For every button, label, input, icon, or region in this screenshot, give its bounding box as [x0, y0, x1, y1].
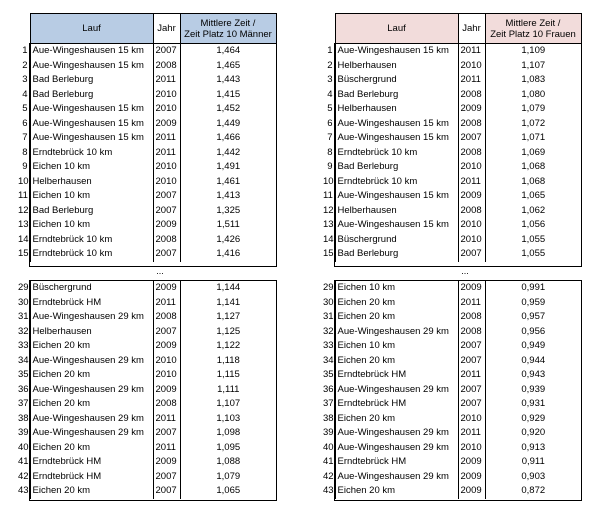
rank-cell: 31: [323, 310, 335, 325]
jahr-cell: 2010: [153, 160, 180, 175]
lauf-cell: Aue-Wingeshausen 29 km: [335, 470, 458, 485]
lauf-cell: Aue-Wingeshausen 29 km: [335, 325, 458, 340]
lauf-cell: Erndtebrück HM: [30, 470, 153, 485]
jahr-cell: 2009: [458, 189, 485, 204]
zeit-cell: 1,055: [521, 233, 546, 245]
zeit-cell: 1,118: [216, 354, 240, 366]
zeit-cell: 0,956: [521, 325, 546, 337]
men-header-zeit-line1: Mittlere Zeit /: [200, 17, 256, 29]
rank-cell: 34: [18, 354, 30, 369]
jahr-cell: 2011: [458, 175, 485, 190]
rank-cell: 43: [323, 484, 335, 499]
lauf-cell: Eichen 20 km: [30, 368, 153, 383]
men-header-zeit-line2: Zeit Platz 10 Männer: [184, 28, 272, 40]
rank-cell: 40: [18, 441, 30, 456]
women-bottom-border: [334, 280, 582, 501]
zeit-cell: 1,491: [216, 161, 241, 173]
jahr-cell: 2007: [153, 470, 180, 485]
zeit-cell: 1,449: [216, 117, 241, 129]
jahr-cell: 2007: [458, 383, 485, 398]
rank-cell: 29: [323, 281, 335, 296]
rank-cell: 32: [18, 325, 30, 340]
zeit-cell: 1,443: [216, 74, 241, 86]
lauf-cell: Erndtebrück 10 km: [335, 146, 458, 161]
men-header: [18, 13, 277, 44]
jahr-cell: 2008: [458, 117, 485, 132]
rank-cell: 43: [18, 484, 30, 499]
zeit-cell: 0,959: [521, 296, 546, 308]
lauf-cell: Bad Berleburg: [335, 88, 458, 103]
lauf-cell: Bad Berleburg: [30, 73, 153, 88]
men-header-zeit: [180, 14, 276, 44]
zeit-cell: 1,068: [521, 161, 546, 173]
rank-cell: 6: [323, 117, 335, 132]
lauf-cell: Bad Berleburg: [335, 247, 458, 262]
jahr-cell: 2008: [458, 146, 485, 161]
jahr-cell: 2007: [153, 426, 180, 441]
jahr-cell: 2010: [458, 412, 485, 427]
lauf-cell: Aue-Wingeshausen 29 km: [335, 441, 458, 456]
zeit-cell: 1,461: [216, 175, 241, 187]
rank-cell: 9: [323, 160, 335, 175]
jahr-cell: 2009: [153, 281, 180, 296]
zeit-cell: 1,072: [521, 117, 546, 129]
zeit-cell: 1,452: [216, 103, 241, 115]
jahr-cell: 2011: [153, 441, 180, 456]
rank-cell: 8: [18, 146, 30, 161]
rank-cell: 14: [323, 233, 335, 248]
zeit-cell: 1,103: [216, 412, 241, 424]
zeit-cell: 1,095: [216, 441, 241, 453]
women-header-zeit-line1: Mittlere Zeit /: [505, 17, 561, 29]
jahr-cell: 2011: [153, 412, 180, 427]
rank-cell: 42: [18, 470, 30, 485]
rank-cell: 36: [18, 383, 30, 398]
zeit-cell: 1,111: [217, 383, 240, 395]
rank-cell: 6: [18, 117, 30, 132]
rank-cell: 2: [18, 59, 30, 74]
zeit-cell: 1,071: [521, 132, 546, 144]
jahr-cell: 2009: [458, 484, 485, 499]
jahr-cell: 2009: [458, 470, 485, 485]
zeit-cell: 0,943: [521, 369, 546, 381]
zeit-cell: 0,949: [521, 340, 546, 352]
lauf-cell: Aue-Wingeshausen 29 km: [335, 426, 458, 441]
jahr-cell: 2007: [458, 354, 485, 369]
lauf-cell: Aue-Wingeshausen 29 km: [30, 354, 153, 369]
jahr-cell: 2008: [153, 233, 180, 248]
zeit-cell: 1,107: [521, 59, 546, 71]
jahr-cell: 2007: [153, 484, 180, 499]
lauf-cell: Bad Berleburg: [30, 204, 153, 219]
zeit-cell: 0,957: [521, 311, 546, 323]
rank-cell: 30: [18, 296, 30, 311]
rank-cell: 40: [323, 441, 335, 456]
lauf-cell: Büschergrund: [335, 73, 458, 88]
zeit-cell: 1,511: [216, 219, 240, 231]
women-header-zeit: [485, 14, 581, 44]
jahr-cell: 2010: [153, 175, 180, 190]
rank-cell: 4: [323, 88, 335, 103]
jahr-cell: 2011: [458, 73, 485, 88]
zeit-cell: 1,465: [216, 59, 241, 71]
women-top-border: [334, 43, 582, 267]
lauf-cell: Aue-Wingeshausen 15 km: [30, 59, 153, 74]
zeit-cell: 1,056: [521, 219, 546, 231]
rank-cell: 7: [18, 131, 30, 146]
rank-cell: 12: [323, 204, 335, 219]
zeit-cell: 1,416: [216, 248, 241, 260]
lauf-cell: Eichen 10 km: [335, 339, 458, 354]
jahr-cell: 2007: [458, 339, 485, 354]
jahr-cell: 2011: [153, 73, 180, 88]
zeit-cell: 0,991: [521, 282, 546, 294]
zeit-cell: 0,929: [521, 412, 546, 424]
zeit-cell: 1,068: [521, 175, 546, 187]
jahr-cell: 2011: [153, 146, 180, 161]
jahr-cell: 2007: [458, 247, 485, 262]
lauf-cell: Erndtebrück HM: [335, 368, 458, 383]
lauf-cell: Aue-Wingeshausen 15 km: [335, 131, 458, 146]
zeit-cell: 1,415: [216, 88, 241, 100]
rank-cell: 1: [18, 44, 30, 59]
zeit-cell: 0,931: [521, 398, 546, 410]
lauf-cell: Aue-Wingeshausen 15 km: [30, 131, 153, 146]
jahr-cell: 2011: [458, 368, 485, 383]
lauf-cell: Eichen 10 km: [30, 218, 153, 233]
lauf-cell: Eichen 20 km: [30, 397, 153, 412]
lauf-cell: Helberhausen: [335, 102, 458, 117]
lauf-cell: Eichen 20 km: [30, 484, 153, 499]
women-header-zeit-line2: Zeit Platz 10 Frauen: [490, 28, 576, 40]
lauf-cell: Eichen 20 km: [335, 354, 458, 369]
jahr-cell: 2010: [153, 102, 180, 117]
rank-cell: 9: [18, 160, 30, 175]
jahr-cell: 2010: [458, 233, 485, 248]
zeit-cell: 0,920: [521, 427, 546, 439]
lauf-cell: Aue-Wingeshausen 29 km: [30, 383, 153, 398]
lauf-cell: Aue-Wingeshausen 29 km: [335, 383, 458, 398]
jahr-cell: 2010: [153, 354, 180, 369]
rank-cell: 35: [18, 368, 30, 383]
lauf-cell: Bad Berleburg: [30, 88, 153, 103]
lauf-cell: Aue-Wingeshausen 15 km: [335, 189, 458, 204]
lauf-cell: Aue-Wingeshausen 15 km: [335, 44, 458, 59]
lauf-cell: Eichen 10 km: [30, 160, 153, 175]
rank-cell: 3: [18, 73, 30, 88]
lauf-cell: Eichen 20 km: [30, 339, 153, 354]
rank-cell: 10: [18, 175, 30, 190]
zeit-cell: 1,107: [216, 398, 241, 410]
rank-cell: 14: [18, 233, 30, 248]
zeit-cell: 1,413: [216, 190, 241, 202]
jahr-cell: 2010: [153, 368, 180, 383]
jahr-cell: 2011: [153, 296, 180, 311]
women-ellipsis: ...: [461, 266, 469, 276]
rank-cell: 41: [18, 455, 30, 470]
jahr-cell: 2008: [153, 310, 180, 325]
zeit-cell: 1,079: [216, 470, 241, 482]
jahr-cell: 2008: [458, 325, 485, 340]
zeit-cell: 1,466: [216, 132, 241, 144]
rank-cell: 12: [18, 204, 30, 219]
rank-cell: 15: [323, 247, 335, 262]
rank-cell: 33: [18, 339, 30, 354]
lauf-cell: Eichen 20 km: [335, 296, 458, 311]
rank-cell: 3: [323, 73, 335, 88]
jahr-cell: 2010: [458, 160, 485, 175]
jahr-cell: 2009: [458, 102, 485, 117]
zeit-cell: 1,109: [521, 45, 546, 57]
zeit-cell: 1,426: [216, 233, 241, 245]
lauf-cell: Aue-Wingeshausen 29 km: [30, 412, 153, 427]
zeit-cell: 1,055: [521, 248, 546, 260]
rank-cell: 7: [323, 131, 335, 146]
rank-cell: 1: [323, 44, 335, 59]
rank-cell: 2: [323, 59, 335, 74]
rank-cell: 11: [323, 189, 335, 204]
lauf-cell: Eichen 20 km: [335, 484, 458, 499]
jahr-cell: 2010: [458, 218, 485, 233]
zeit-cell: 1,464: [216, 45, 241, 57]
zeit-cell: 1,088: [216, 456, 241, 468]
zeit-cell: 0,903: [521, 470, 546, 482]
lauf-cell: Erndtebrück 10 km: [30, 233, 153, 248]
rank-cell: 13: [18, 218, 30, 233]
rank-cell: 37: [18, 397, 30, 412]
rank-cell: 38: [18, 412, 30, 427]
jahr-cell: 2010: [458, 59, 485, 74]
lauf-cell: Helberhausen: [335, 59, 458, 74]
zeit-cell: 0,911: [521, 456, 545, 468]
lauf-cell: Aue-Wingeshausen 15 km: [30, 102, 153, 117]
lauf-cell: Erndtebrück 10 km: [335, 175, 458, 190]
zeit-cell: 1,141: [216, 296, 241, 308]
lauf-cell: Erndtebrück HM: [30, 455, 153, 470]
jahr-cell: 2009: [458, 281, 485, 296]
zeit-cell: 1,080: [521, 88, 546, 100]
lauf-cell: Helberhausen: [30, 175, 153, 190]
jahr-cell: 2008: [458, 310, 485, 325]
men-header-jahr: Jahr: [153, 14, 180, 44]
zeit-cell: 1,115: [216, 369, 240, 381]
men-header-lauf: Lauf: [30, 14, 153, 44]
rank-cell: 11: [18, 189, 30, 204]
zeit-cell: 1,065: [521, 190, 546, 202]
lauf-cell: Aue-Wingeshausen 29 km: [30, 426, 153, 441]
zeit-cell: 1,127: [216, 311, 241, 323]
lauf-cell: Erndtebrück HM: [335, 397, 458, 412]
rank-cell: 35: [323, 368, 335, 383]
jahr-cell: 2007: [153, 325, 180, 340]
rank-cell: 39: [18, 426, 30, 441]
men-top-border: [29, 43, 277, 267]
lauf-cell: Helberhausen: [30, 325, 153, 340]
rank-cell: 29: [18, 281, 30, 296]
zeit-cell: 0,939: [521, 383, 546, 395]
women-header-rank: [323, 14, 335, 44]
jahr-cell: 2011: [458, 44, 485, 59]
lauf-cell: Eichen 20 km: [30, 441, 153, 456]
lauf-cell: Bad Berleburg: [335, 160, 458, 175]
jahr-cell: 2007: [153, 44, 180, 59]
lauf-cell: Helberhausen: [335, 204, 458, 219]
zeit-cell: 0,913: [521, 441, 546, 453]
rank-cell: 32: [323, 325, 335, 340]
jahr-cell: 2010: [458, 441, 485, 456]
rank-cell: 8: [323, 146, 335, 161]
men-ellipsis: ...: [156, 266, 164, 276]
jahr-cell: 2007: [153, 247, 180, 262]
rank-cell: 4: [18, 88, 30, 103]
rank-cell: 5: [18, 102, 30, 117]
zeit-cell: 1,325: [216, 204, 241, 216]
rank-cell: 38: [323, 412, 335, 427]
jahr-cell: 2008: [153, 397, 180, 412]
rank-cell: 37: [323, 397, 335, 412]
lauf-cell: Aue-Wingeshausen 15 km: [335, 218, 458, 233]
jahr-cell: 2009: [153, 383, 180, 398]
jahr-cell: 2008: [458, 88, 485, 103]
jahr-cell: 2009: [153, 455, 180, 470]
jahr-cell: 2009: [458, 455, 485, 470]
jahr-cell: 2007: [458, 131, 485, 146]
lauf-cell: Büschergrund: [30, 281, 153, 296]
zeit-cell: 1,122: [216, 340, 241, 352]
lauf-cell: Eichen 20 km: [335, 412, 458, 427]
lauf-cell: Erndtebrück HM: [30, 296, 153, 311]
zeit-cell: 0,944: [521, 354, 546, 366]
lauf-cell: Eichen 10 km: [30, 189, 153, 204]
zeit-cell: 1,144: [216, 282, 241, 294]
women-header: [323, 13, 582, 44]
jahr-cell: 2008: [458, 204, 485, 219]
lauf-cell: Eichen 20 km: [335, 310, 458, 325]
rank-cell: 30: [323, 296, 335, 311]
men-bottom-border: [29, 280, 277, 501]
zeit-cell: 1,062: [521, 204, 546, 216]
lauf-cell: Erndtebrück HM: [335, 455, 458, 470]
jahr-cell: 2011: [458, 296, 485, 311]
women-header-jahr: Jahr: [458, 14, 485, 44]
women-header-lauf: Lauf: [335, 14, 458, 44]
rank-cell: 39: [323, 426, 335, 441]
lauf-cell: Aue-Wingeshausen 29 km: [30, 310, 153, 325]
lauf-cell: Erndtebrück 10 km: [30, 247, 153, 262]
rank-cell: 13: [323, 218, 335, 233]
lauf-cell: Eichen 10 km: [335, 281, 458, 296]
jahr-cell: 2007: [153, 189, 180, 204]
jahr-cell: 2011: [458, 426, 485, 441]
zeit-cell: 1,069: [521, 146, 546, 158]
jahr-cell: 2011: [153, 131, 180, 146]
jahr-cell: 2009: [153, 218, 180, 233]
jahr-cell: 2009: [153, 117, 180, 132]
lauf-cell: Büschergrund: [335, 233, 458, 248]
zeit-cell: 1,098: [216, 427, 241, 439]
zeit-cell: 1,083: [521, 74, 546, 86]
rank-cell: 42: [323, 470, 335, 485]
jahr-cell: 2010: [153, 88, 180, 103]
rank-cell: 15: [18, 247, 30, 262]
lauf-cell: Aue-Wingeshausen 15 km: [30, 117, 153, 132]
zeit-cell: 1,442: [216, 146, 241, 158]
rank-cell: 10: [323, 175, 335, 190]
rank-cell: 34: [323, 354, 335, 369]
jahr-cell: 2008: [153, 59, 180, 74]
zeit-cell: 1,079: [521, 103, 546, 115]
zeit-cell: 1,065: [216, 485, 241, 497]
zeit-cell: 0,872: [521, 485, 546, 497]
rank-cell: 5: [323, 102, 335, 117]
jahr-cell: 2007: [153, 204, 180, 219]
men-header-rank: [18, 14, 30, 44]
rank-cell: 41: [323, 455, 335, 470]
lauf-cell: Aue-Wingeshausen 15 km: [335, 117, 458, 132]
jahr-cell: 2007: [458, 397, 485, 412]
zeit-cell: 1,125: [216, 325, 241, 337]
jahr-cell: 2009: [153, 339, 180, 354]
rank-cell: 31: [18, 310, 30, 325]
rank-cell: 33: [323, 339, 335, 354]
lauf-cell: Erndtebrück 10 km: [30, 146, 153, 161]
rank-cell: 36: [323, 383, 335, 398]
lauf-cell: Aue-Wingeshausen 15 km: [30, 44, 153, 59]
